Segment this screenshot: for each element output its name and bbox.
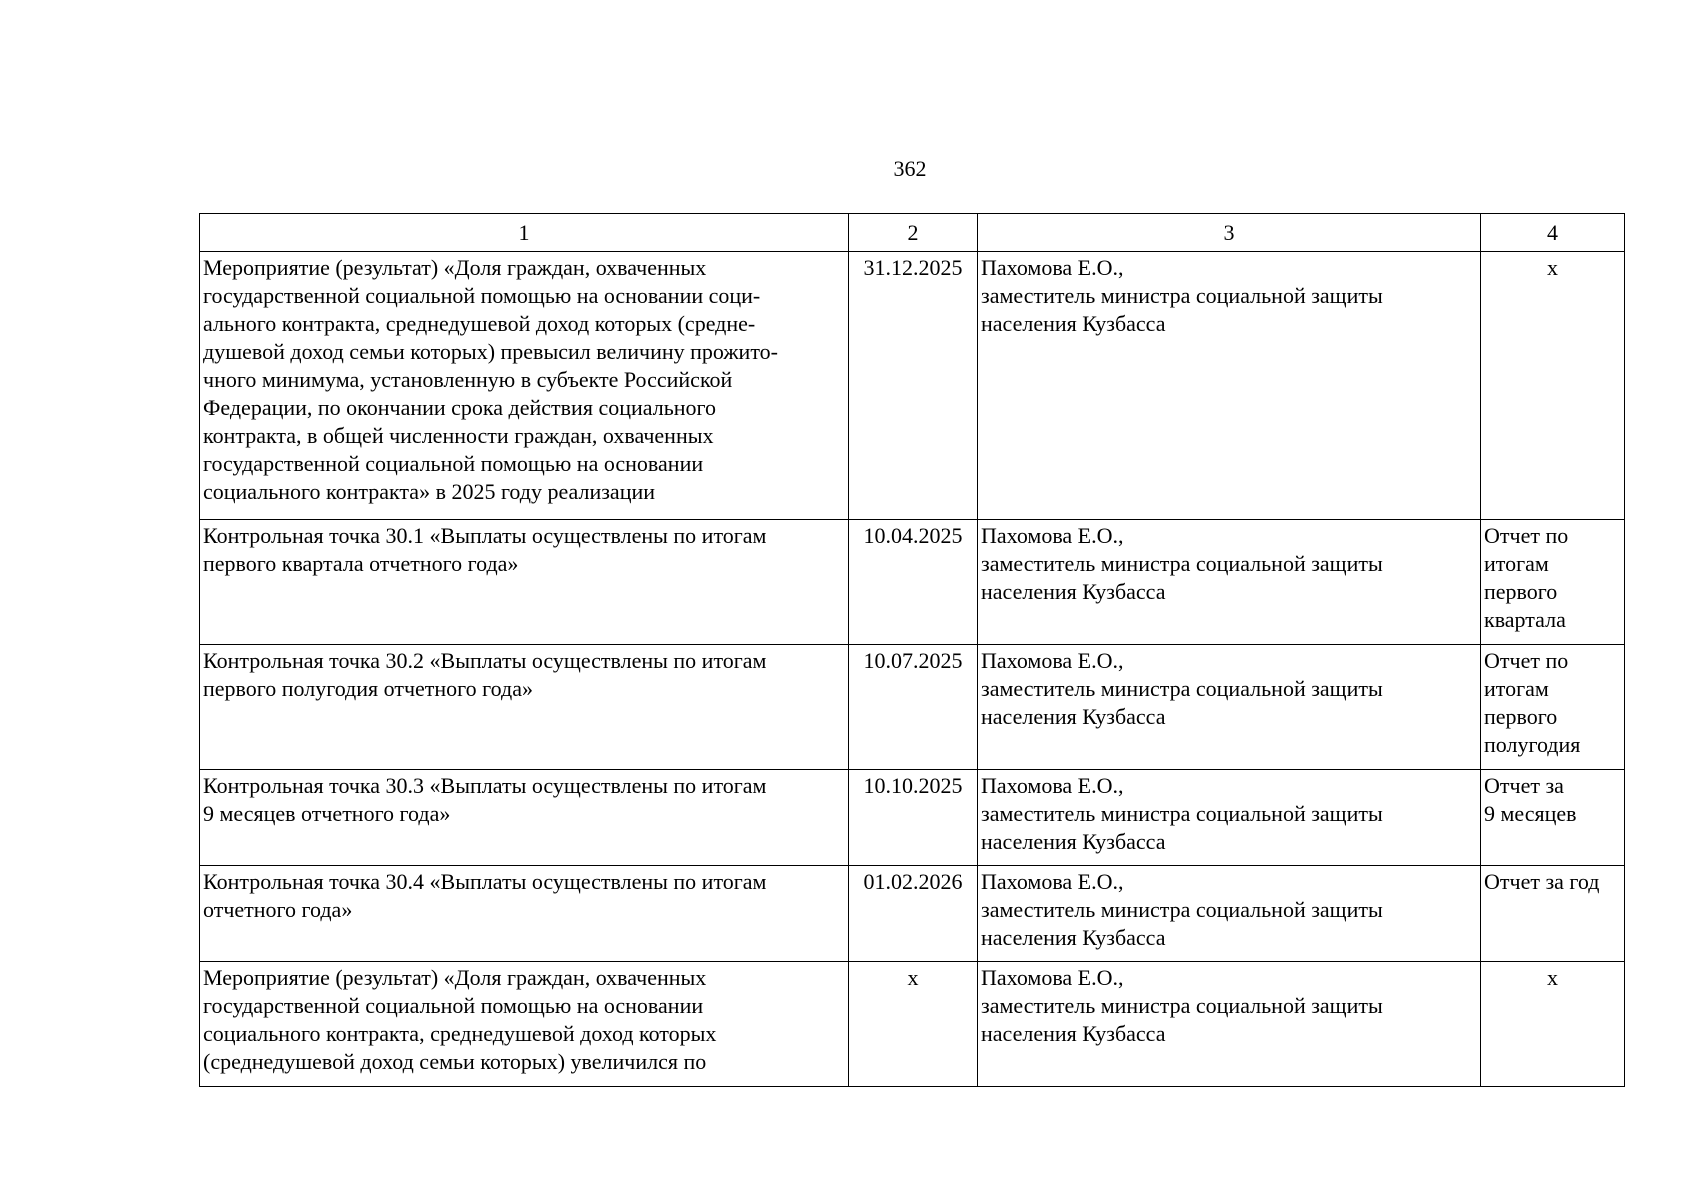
table-row [200,962,1625,1087]
description-line: Федерации, по окончании срока действия социального [203,395,716,420]
description-line: Контрольная точка 30.2 «Выплаты осуществлены по итогам [203,648,767,673]
document-line: Отчет за год [1484,869,1600,894]
responsible-line: Пахомова Е.О., [981,773,1124,798]
document-line: 9 месяцев [1484,801,1577,826]
responsible-line: населения Кузбасса [981,1021,1166,1046]
description-line: первого квартала отчетного года» [203,551,519,576]
responsible-line: заместитель министра социальной защиты [981,283,1383,308]
description-line: государственной социальной помощью на основании [203,993,704,1018]
responsible-line: Пахомова Е.О., [981,648,1124,673]
deadline-date: 31.12.2025 [849,252,978,520]
document-line: первого [1484,704,1558,729]
responsible-line: населения Кузбасса [981,311,1166,336]
responsible-line: Пахомова Е.О., [981,523,1124,548]
description-line: душевой доход семьи которых) превысил величину прожито- [203,339,778,364]
description-line: государственной социальной помощью на основании [203,451,704,476]
table-row [200,645,1625,770]
description-line: (среднедушевой доход семьи которых) увеличился по [203,1049,707,1074]
description-line: социального контракта, среднедушевой доход которых [203,1021,717,1046]
page-number: 362 [893,156,927,181]
responsible-person [978,962,1481,1087]
description-line: контракта, в общей численности граждан, охваченных [203,423,714,448]
deadline-date: 01.02.2026 [849,866,978,962]
report-document [1481,866,1625,962]
deadline-date: х [849,962,978,1087]
responsible-line: населения Кузбасса [981,579,1166,604]
description-line: социального контракта» в 2025 году реализации [203,479,656,504]
responsible-line: заместитель министра социальной защиты [981,676,1383,701]
document-line: Отчет по [1484,523,1569,548]
responsible-line: заместитель министра социальной защиты [981,993,1383,1018]
responsible-person [978,770,1481,866]
responsible-line: заместитель министра социальной защиты [981,897,1383,922]
responsible-line: Пахомова Е.О., [981,869,1124,894]
measure-description [200,520,849,645]
document-line: первого [1484,579,1558,604]
report-document [1481,645,1625,770]
description-line: отчетного года» [203,897,353,922]
table-row [200,520,1625,645]
responsible-line: Пахомова Е.О., [981,255,1124,280]
responsible-line: заместитель министра социальной защиты [981,801,1383,826]
deadline-date: 10.07.2025 [849,645,978,770]
description-line: первого полугодия отчетного года» [203,676,533,701]
column-header-2: 2 [849,214,978,252]
table-row [200,770,1625,866]
column-header-4: 4 [1481,214,1625,252]
description-line: чного минимума, установленную в субъекте Российской [203,367,733,392]
responsible-person [978,645,1481,770]
table-row [200,866,1625,962]
document-line: итогам [1484,551,1549,576]
document-line: х [1547,965,1558,990]
document-line: Отчет по [1484,648,1569,673]
description-line: ального контракта, среднедушевой доход которых (средне- [203,311,756,336]
measure-description [200,252,849,520]
document-line: полугодия [1484,732,1581,757]
responsible-line: населения Кузбасса [981,829,1166,854]
table-row [200,252,1625,520]
responsible-person [978,866,1481,962]
responsible-line: Пахомова Е.О., [981,965,1124,990]
description-line: Контрольная точка 30.4 «Выплаты осуществлены по итогам [203,869,767,894]
document-line: х [1547,255,1558,280]
responsible-person [978,520,1481,645]
column-header-3: 3 [978,214,1481,252]
report-document [1481,252,1625,520]
description-line: государственной социальной помощью на основании соци- [203,283,761,308]
column-header-1: 1 [200,214,849,252]
responsible-line: заместитель министра социальной защиты [981,551,1383,576]
deadline-date: 10.04.2025 [849,520,978,645]
document-line: квартала [1484,607,1566,632]
description-line: Мероприятие (результат) «Доля граждан, охваченных [203,965,707,990]
deadline-date: 10.10.2025 [849,770,978,866]
measure-description [200,962,849,1087]
description-line: 9 месяцев отчетного года» [203,801,451,826]
measure-description [200,866,849,962]
report-document [1481,962,1625,1087]
document-line: Отчет за [1484,773,1564,798]
measures-table [199,213,1625,1087]
description-line: Мероприятие (результат) «Доля граждан, охваченных [203,255,707,280]
responsible-line: населения Кузбасса [981,704,1166,729]
document-line: итогам [1484,676,1549,701]
responsible-person [978,252,1481,520]
report-document [1481,520,1625,645]
report-document [1481,770,1625,866]
description-line: Контрольная точка 30.3 «Выплаты осуществлены по итогам [203,773,767,798]
description-line: Контрольная точка 30.1 «Выплаты осуществлены по итогам [203,523,767,548]
responsible-line: населения Кузбасса [981,925,1166,950]
measure-description [200,770,849,866]
measure-description [200,645,849,770]
table-header-row [200,214,1625,252]
